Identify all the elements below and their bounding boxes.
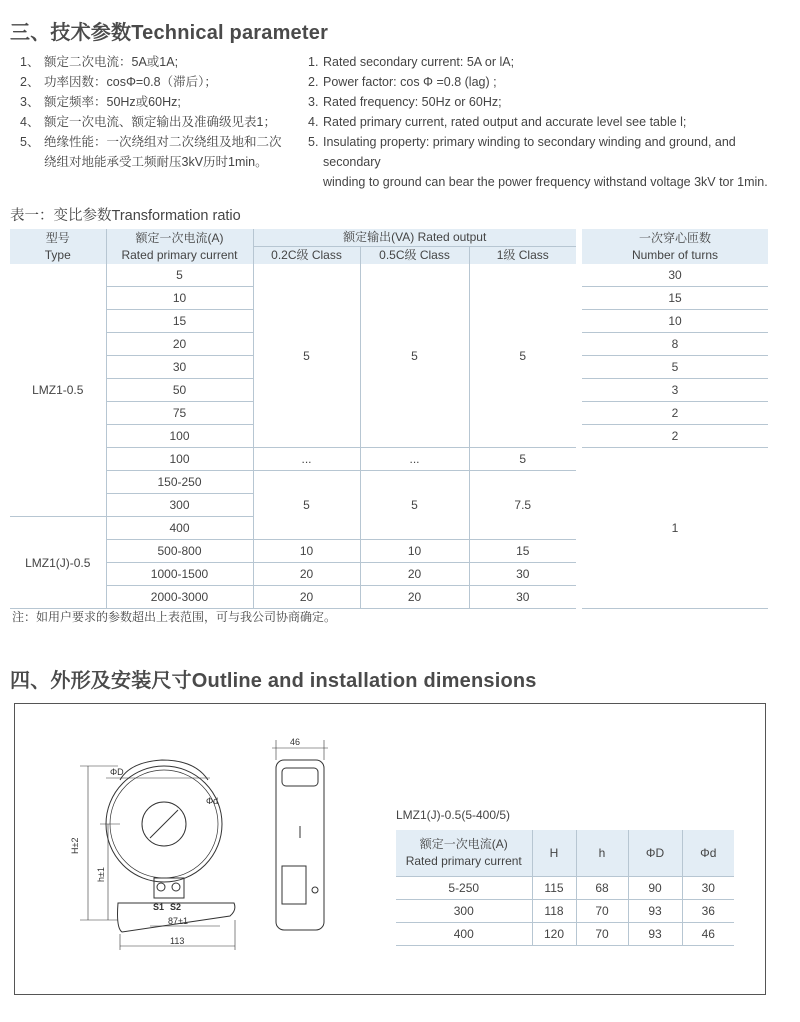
table-row: LMZ1(J)-0.5 400 <box>10 517 768 540</box>
header-phid: Φd <box>682 830 734 877</box>
dim-phiD: ΦD <box>110 767 124 777</box>
table-row: 75 2 <box>10 402 768 425</box>
header-class-02: 0.2C级 Class <box>253 247 360 265</box>
table-row: 50 3 <box>10 379 768 402</box>
table1-title: 表一：变比参数Transformation ratio <box>10 208 241 224</box>
header-turns: 一次穿心匝数 Number of turns <box>582 229 768 264</box>
table-row: 2000-3000 20 20 30 <box>10 586 768 609</box>
header-type: 型号 Type <box>10 229 106 264</box>
dim-h: h±1 <box>96 867 106 882</box>
table-row: 100 ... ... 5 1 <box>10 448 768 471</box>
table-row: 400 120 70 93 46 <box>396 923 734 946</box>
table-row: 20 8 <box>10 333 768 356</box>
param-item: 3. Rated frequency: 50Hz or 60Hz; <box>308 95 502 109</box>
param-item: 2. Power factor: cos Φ =0.8 (lag) ; <box>308 75 497 89</box>
section-title-outline-dimensions: 四、外形及安装尺寸Outline and installation dimensions <box>10 670 537 692</box>
type-cell: LMZ1-0.5 <box>10 264 106 517</box>
table-row: 500-800 10 10 15 <box>10 540 768 563</box>
table-row: 100 2 <box>10 425 768 448</box>
param-item: 5. Insulating property: primary winding to secondary winding and ground, and secondary <box>308 135 736 169</box>
header-H: H <box>532 830 576 877</box>
table-row: 150-250 5 5 7.5 <box>10 471 768 494</box>
dim-46: 46 <box>290 737 301 747</box>
header-rated-current: 额定一次电流(A) Rated primary current <box>106 229 253 264</box>
table-note: 注：如用户要求的参数超出上表范围，可与我公司协商确定。 <box>12 610 337 624</box>
table-row: 300 118 70 93 36 <box>396 900 734 923</box>
table-row: 10 15 <box>10 287 768 310</box>
param-item: 4. Rated primary current, rated output and accurate level see table l; <box>308 115 687 129</box>
dim-113: 113 <box>170 936 185 946</box>
header-class-05: 0.5C级 Class <box>360 247 469 265</box>
dim-phid: Φd <box>206 796 219 806</box>
header-phiD: ΦD <box>628 830 682 877</box>
dim-H: H±2 <box>70 837 80 854</box>
table-row: 1000-1500 20 20 30 <box>10 563 768 586</box>
outline-drawing <box>60 720 360 960</box>
section-title-technical-parameter: 三、技术参数Technical parameter <box>10 22 329 44</box>
header-h: h <box>576 830 628 877</box>
dimension-table <box>396 830 734 946</box>
param-item: 1、 额定二次电流：5A或1A; <box>20 55 179 69</box>
param-item-continued: 绕组对地能承受工频耐压3kV历时1min。 <box>44 155 268 169</box>
header-class-1: 1级 Class <box>469 247 576 265</box>
table-row: 5-250 115 68 90 30 <box>396 877 734 900</box>
param-item: 2、 功率因数：cosΦ=0.8（滞后）； <box>20 75 217 89</box>
header-rated-output: 额定输出(VA) Rated output <box>253 229 576 247</box>
terminal-s1: S1 <box>153 902 165 912</box>
param-item: 5、 绝缘性能：一次绕组对二次绕组及地和二次 <box>20 135 282 149</box>
param-item: 1. Rated secondary current: 5A or lA; <box>308 55 515 69</box>
transformation-ratio-table <box>10 229 768 609</box>
param-item: 4、 额定一次电流、额定输出及准确级见表1； <box>20 115 276 129</box>
parameter-list-cn <box>20 52 310 172</box>
param-item: 3、 额定频率：50Hz或60Hz; <box>20 95 181 109</box>
table-row: LMZ1-0.5 5 5 5 5 30 <box>10 264 768 287</box>
type-cell: LMZ1(J)-0.5 <box>10 517 106 609</box>
terminal-s2: S2 <box>170 902 182 912</box>
table-row: 15 10 <box>10 310 768 333</box>
table2-title: LMZ1(J)-0.5(5-400/5) <box>396 808 511 822</box>
parameter-list-en <box>308 52 788 192</box>
param-item-continued: winding to ground can bear the power frequency withstand voltage 3kV tor 1min. <box>323 175 768 189</box>
dim-87: 87±1 <box>168 916 188 926</box>
table-row: 300 <box>10 494 768 517</box>
header-rated-current: 额定一次电流(A) Rated primary current <box>396 830 532 877</box>
table-row: 30 5 <box>10 356 768 379</box>
